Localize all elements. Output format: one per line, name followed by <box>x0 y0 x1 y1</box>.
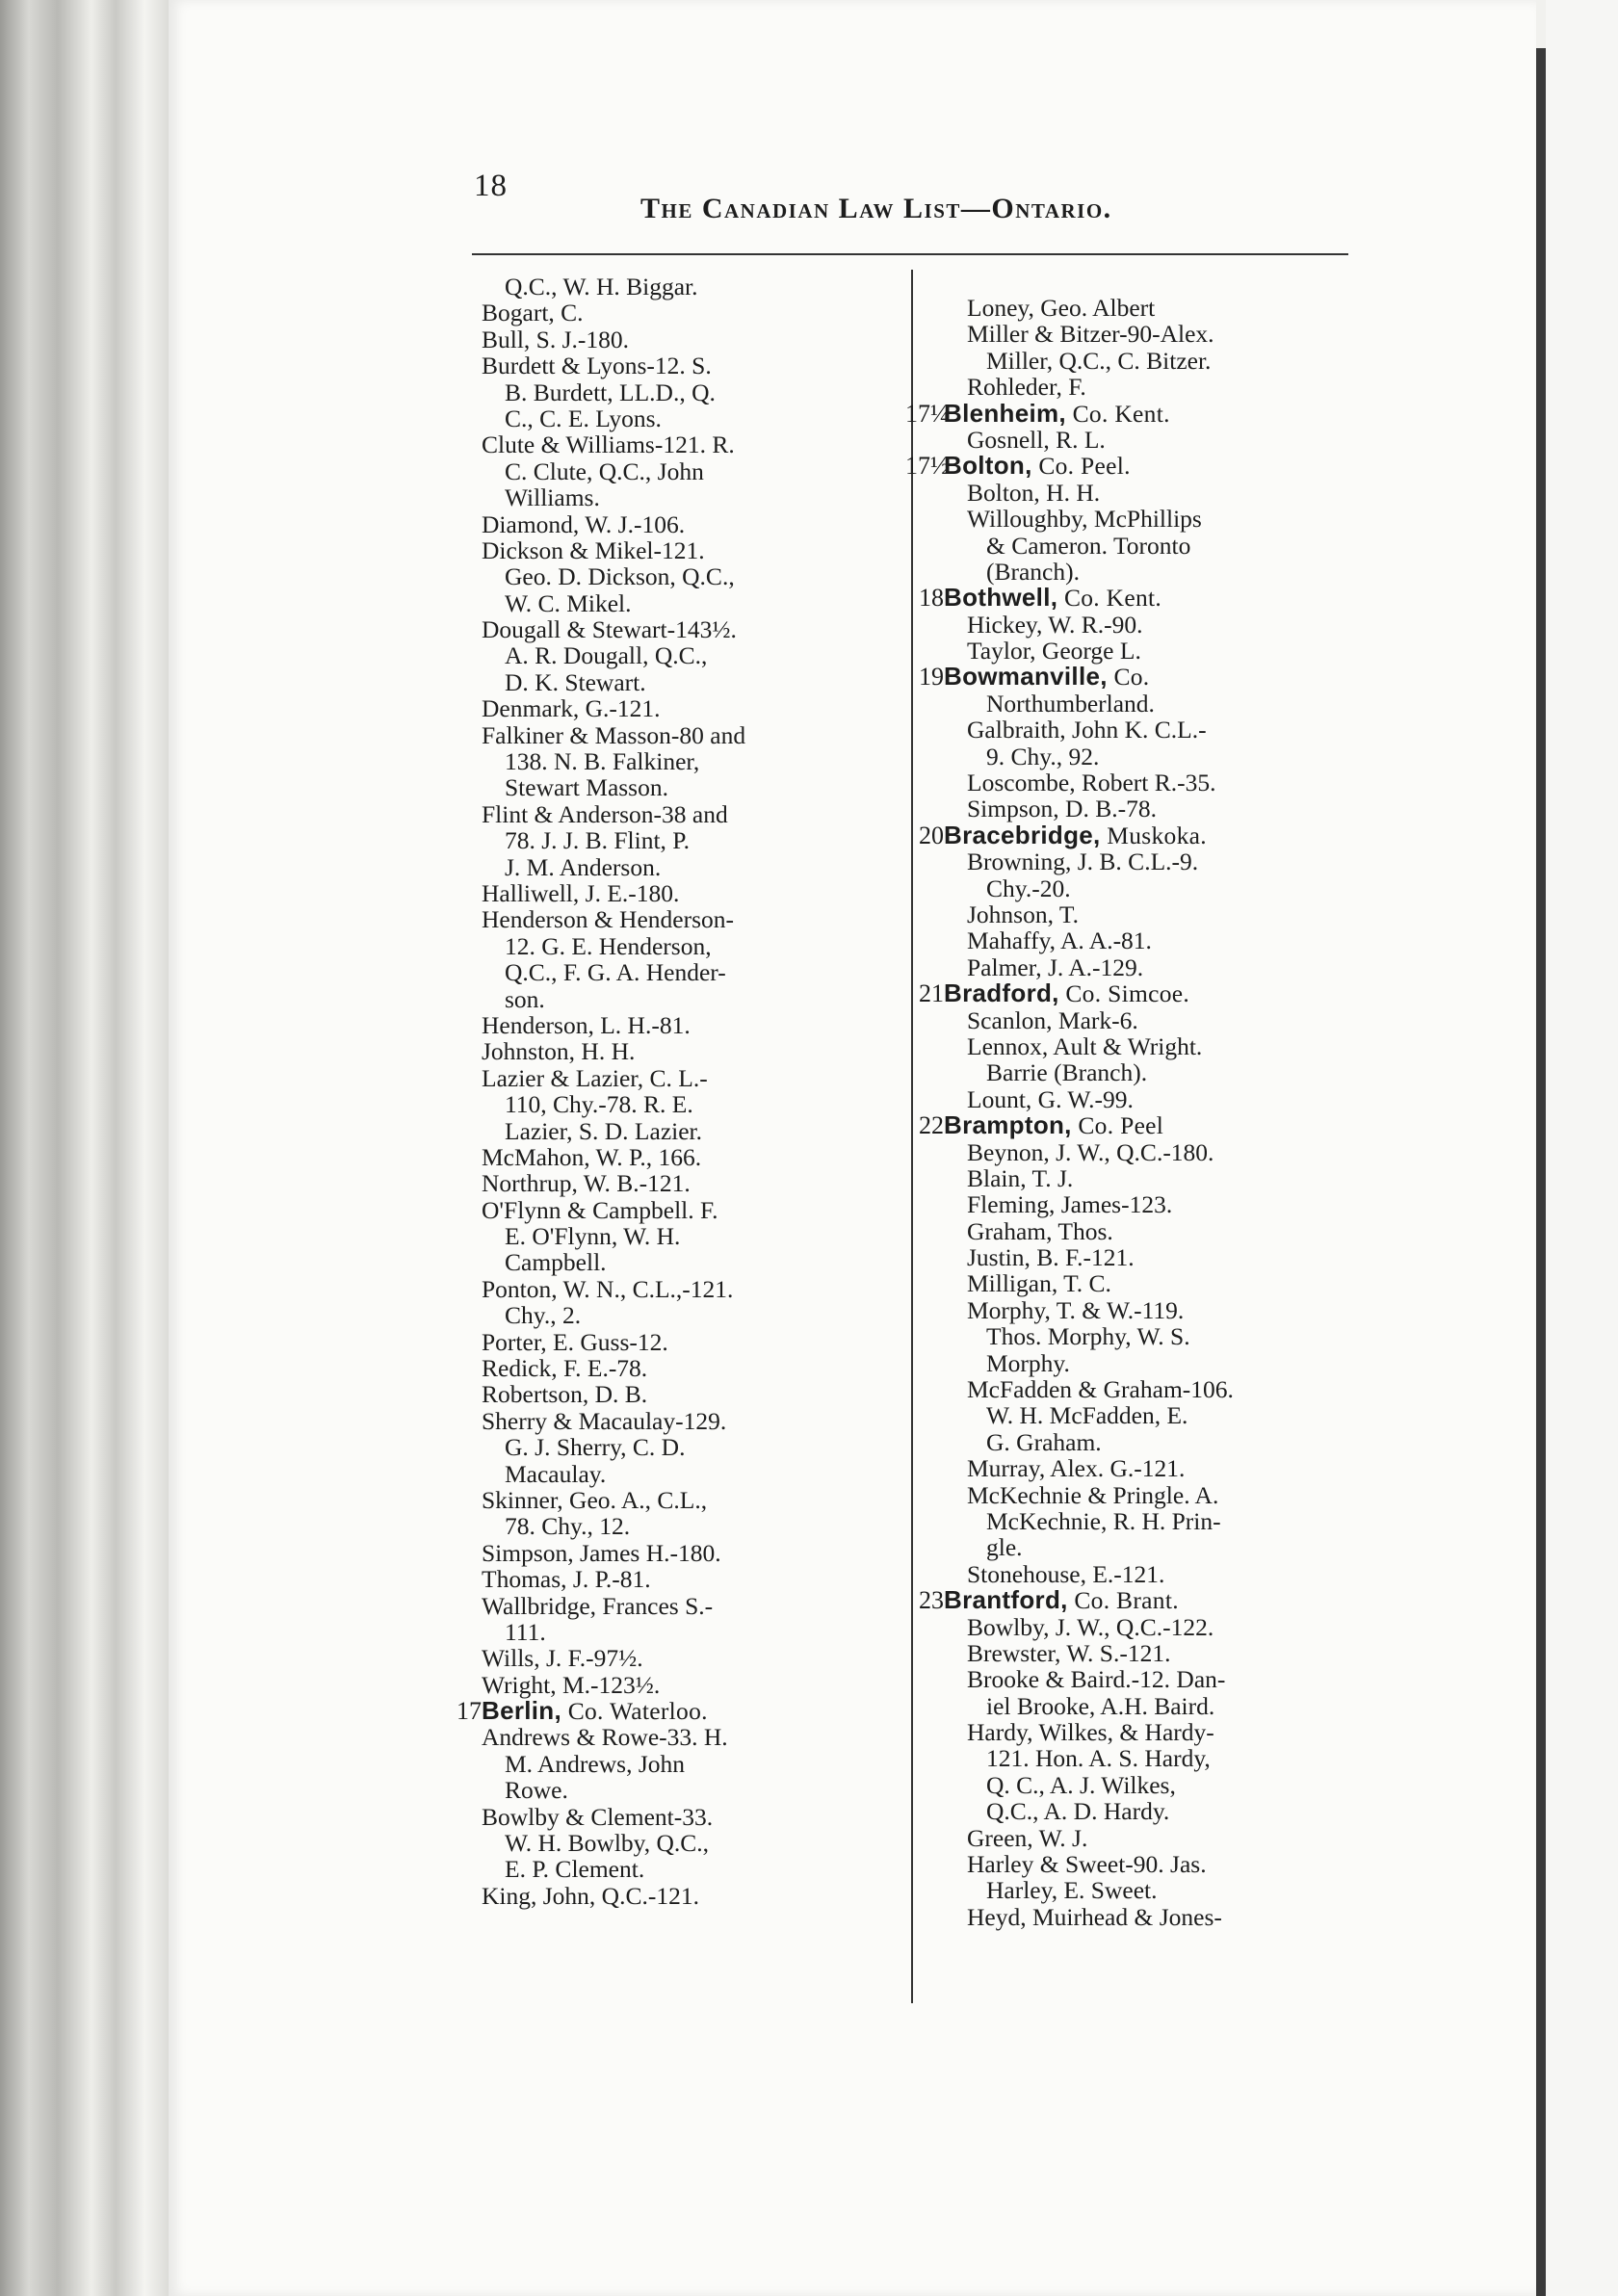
entry-text: Blain, T. J. <box>967 1163 1074 1192</box>
directory-entry <box>482 379 886 405</box>
entry-text: Burdett & Lyons-12. S. <box>482 352 712 380</box>
entry-text: McMahon, W. P., 166. <box>482 1142 702 1171</box>
directory-entry <box>944 1191 1348 1217</box>
entry-text: 138. N. B. Falkiner, <box>505 747 700 776</box>
entry-text: Palmer, J. A.-129. <box>967 952 1144 981</box>
entry-text: & Cameron. Toronto <box>986 531 1191 560</box>
entry-text: Bowlby, J. W., Q.C.-122. <box>967 1612 1214 1641</box>
directory-entry <box>482 537 886 563</box>
directory-entry <box>944 717 1348 743</box>
entry-text: Q.C., F. G. A. Hender- <box>505 958 726 987</box>
directory-entry <box>944 1323 1348 1349</box>
town-number: 17 <box>457 1697 482 1726</box>
entry-text: Lazier & Lazier, C. L.- <box>482 1063 708 1092</box>
entry-text: Thomas, J. P.-81. <box>482 1565 651 1594</box>
directory-entry <box>482 801 886 827</box>
county-name: Co. Simcoe. <box>1058 979 1190 1008</box>
directory-entry <box>944 1165 1348 1191</box>
directory-entry <box>944 1455 1348 1481</box>
page-number: 18 <box>474 169 508 203</box>
directory-entry <box>482 405 886 431</box>
book-binding-shadow <box>0 0 169 2296</box>
directory-entry <box>482 1540 886 1566</box>
entry-text: Dougall & Stewart-143½. <box>482 615 737 644</box>
entry-text: Loney, Geo. Albert <box>967 294 1156 322</box>
town-number: 21 <box>919 979 944 1008</box>
entry-text: Taylor, George L. <box>967 637 1141 665</box>
directory-entry <box>482 1751 886 1777</box>
directory-entry <box>482 431 886 457</box>
left-column <box>457 273 886 1910</box>
entry-text: Justin, B. F.-121. <box>967 1243 1135 1272</box>
entry-text: Campbell. <box>505 1248 607 1277</box>
directory-entry <box>944 1350 1348 1376</box>
entry-text: Murray, Alex. G.-121. <box>967 1454 1186 1483</box>
entry-text: Bolton, H. H. <box>967 478 1101 507</box>
entry-text: Chy., 2. <box>505 1301 582 1330</box>
town-heading <box>919 1585 1348 1615</box>
entry-text: Halliwell, J. E.-180. <box>482 878 680 907</box>
entry-text: G. J. Sherry, C. D. <box>505 1433 686 1462</box>
directory-entry <box>482 484 886 510</box>
entry-text: iel Brooke, A.H. Baird. <box>986 1691 1215 1720</box>
entry-text: W. H. Bowlby, Q.C., <box>505 1829 710 1858</box>
directory-entry <box>482 1461 886 1487</box>
entry-text: Browning, J. B. C.L.-9. <box>967 848 1199 876</box>
directory-entry <box>944 1693 1348 1719</box>
directory-entry <box>482 563 886 589</box>
directory-entry <box>944 1033 1348 1059</box>
directory-entry <box>482 590 886 616</box>
entry-text: 9. Chy., 92. <box>986 742 1100 770</box>
directory-entry <box>944 1297 1348 1323</box>
county-name: Co. Brant. <box>1067 1586 1179 1615</box>
entry-text: Wills, J. F.-97½. <box>482 1644 643 1673</box>
entry-text: Willoughby, McPhillips <box>967 505 1202 534</box>
directory-entry <box>482 695 886 721</box>
directory-entry <box>482 1012 886 1038</box>
directory-entry <box>944 1482 1348 1508</box>
entry-text: Bull, S. J.-180. <box>482 325 630 353</box>
county-name: Muskoka. <box>1100 821 1207 849</box>
directory-entry <box>944 1218 1348 1244</box>
directory-entry <box>482 1856 886 1882</box>
entry-text: Henderson & Henderson- <box>482 905 735 934</box>
entry-text: C. Clute, Q.C., John <box>505 457 704 485</box>
town-number: 17½ <box>905 452 950 481</box>
directory-entry <box>482 1672 886 1698</box>
county-name: Co. Peel <box>1071 1111 1164 1140</box>
directory-entry <box>482 300 886 326</box>
directory-entry <box>482 274 886 300</box>
town-label <box>944 398 1170 428</box>
directory-entry <box>482 1724 886 1750</box>
running-header-title: The Canadian Law List—Ontario. <box>640 193 1112 224</box>
directory-entry <box>944 848 1348 874</box>
right-column <box>905 294 1348 1931</box>
directory-entry <box>482 326 886 352</box>
entry-text: G. Graham. <box>986 1427 1102 1456</box>
directory-entry <box>482 1223 886 1249</box>
entry-text: Morphy, T. & W.-119. <box>967 1295 1185 1324</box>
entry-text: Johnson, T. <box>967 900 1079 928</box>
directory-entry <box>944 1798 1348 1824</box>
directory-entry <box>482 959 886 985</box>
directory-entry <box>482 880 886 906</box>
entry-text: Macaulay. <box>505 1459 607 1488</box>
header-rule <box>472 253 1348 255</box>
town-label <box>944 453 1131 479</box>
directory-entry <box>482 1566 886 1592</box>
directory-entry <box>482 774 886 800</box>
directory-entry <box>944 1244 1348 1270</box>
entry-text: Simpson, James H.-180. <box>482 1538 721 1567</box>
entry-text: Scanlon, Mark-6. <box>967 1005 1138 1034</box>
directory-entry <box>482 1883 886 1909</box>
county-name: Co. Kent. <box>1057 584 1162 613</box>
entry-text: E. P. Clement. <box>505 1855 645 1884</box>
directory-entry <box>944 480 1348 506</box>
directory-entry <box>482 511 886 537</box>
town-heading <box>919 820 1348 849</box>
directory-entry <box>944 348 1348 374</box>
directory-entry <box>482 722 886 748</box>
entry-text: Henderson, L. H.-81. <box>482 1010 691 1039</box>
entry-text: D. K. Stewart. <box>505 667 646 696</box>
entry-text: Q.C., A. D. Hardy. <box>986 1797 1170 1826</box>
entry-text: Lount, G. W.-99. <box>967 1084 1134 1113</box>
town-number: 17¼ <box>905 399 950 428</box>
directory-entry <box>482 748 886 774</box>
town-name: Bradford, <box>944 978 1059 1008</box>
directory-entry <box>944 1007 1348 1033</box>
directory-entry <box>944 901 1348 927</box>
entry-text: Miller & Bitzer-90-Alex. <box>967 320 1214 349</box>
directory-entry <box>944 1825 1348 1851</box>
directory-entry <box>944 1086 1348 1112</box>
entry-text: Stonehouse, E.-121. <box>967 1559 1165 1588</box>
entry-text: Geo. D. Dickson, Q.C., <box>505 562 735 591</box>
entry-text: O'Flynn & Campbell. F. <box>482 1195 718 1224</box>
entry-text: McKechnie, R. H. Prin- <box>986 1506 1221 1535</box>
entry-text: Bowlby & Clement-33. <box>482 1802 714 1831</box>
entry-text: Flint & Anderson-38 and <box>482 799 728 828</box>
directory-entry <box>482 1144 886 1170</box>
directory-entry <box>944 612 1348 638</box>
directory-entry <box>944 1376 1348 1402</box>
directory-entry <box>482 1276 886 1302</box>
entry-text: Galbraith, John K. C.L.- <box>967 716 1207 744</box>
town-name: Bolton, <box>944 451 1032 481</box>
entry-text: Harley & Sweet-90. Jas. <box>967 1850 1207 1879</box>
entry-text: King, John, Q.C.-121. <box>482 1881 699 1910</box>
directory-entry <box>944 1402 1348 1428</box>
entry-text: Porter, E. Guss-12. <box>482 1327 668 1356</box>
town-number: 23 <box>919 1586 944 1615</box>
entry-text: 110, Chy.-78. R. E. <box>505 1090 693 1119</box>
entry-text: Lazier, S. D. Lazier. <box>505 1116 703 1145</box>
directory-entry <box>944 533 1348 559</box>
directory-entry <box>482 906 886 932</box>
entry-text: J. M. Anderson. <box>505 852 662 881</box>
directory-entry <box>944 506 1348 532</box>
directory-entry <box>482 1197 886 1223</box>
entry-text: Redick, F. E.-78. <box>482 1354 648 1383</box>
directory-entry <box>944 875 1348 901</box>
directory-entry <box>482 986 886 1012</box>
entry-text: Miller, Q.C., C. Bitzer. <box>986 346 1212 375</box>
town-label <box>944 822 1207 848</box>
entry-text: son. <box>505 984 545 1013</box>
entry-text: Johnston, H. H. <box>482 1037 636 1066</box>
entry-text: Rowe. <box>505 1776 568 1805</box>
entry-text: Northumberland. <box>986 689 1155 718</box>
entry-text: Wright, M.-123½. <box>482 1670 661 1699</box>
entry-text: Andrews & Rowe-33. H. <box>482 1723 728 1752</box>
outer-margin <box>1546 0 1618 2296</box>
entry-text: M. Andrews, John <box>505 1749 686 1778</box>
entry-text: Diamond, W. J.-106. <box>482 509 686 538</box>
town-heading <box>919 1110 1348 1140</box>
directory-entry <box>482 854 886 880</box>
directory-entry <box>482 1302 886 1328</box>
directory-entry <box>944 1429 1348 1455</box>
entry-text: C., C. E. Lyons. <box>505 404 662 432</box>
entry-text: Morphy. <box>986 1348 1070 1377</box>
entry-text: W. C. Mikel. <box>505 588 632 617</box>
entry-text: 78. Chy., 12. <box>505 1512 631 1541</box>
entry-text: Q. C., A. J. Wilkes, <box>986 1770 1176 1799</box>
town-heading <box>919 662 1348 691</box>
directory-entry <box>482 1619 886 1645</box>
directory-entry <box>944 374 1348 400</box>
entry-text: Sherry & Macaulay-129. <box>482 1406 727 1435</box>
directory-entry <box>944 1508 1348 1534</box>
town-label <box>482 1698 708 1724</box>
town-number: 18 <box>919 584 944 613</box>
directory-entry <box>482 1170 886 1196</box>
town-number: 20 <box>919 821 944 849</box>
entry-text: Barrie (Branch). <box>986 1058 1148 1087</box>
entry-text: B. Burdett, LL.D., Q. <box>505 378 716 406</box>
entry-text: Mahaffy, A. A.-81. <box>967 926 1152 955</box>
entry-text: Heyd, Muirhead & Jones- <box>967 1902 1222 1931</box>
directory-entry <box>944 1745 1348 1771</box>
page-edge-shadow <box>1536 48 1546 2296</box>
entry-text: Hickey, W. R.-90. <box>967 610 1143 639</box>
directory-entry <box>944 954 1348 980</box>
directory-entry <box>482 1091 886 1117</box>
entry-text: Chy.-20. <box>986 874 1071 902</box>
entry-text: Bogart, C. <box>482 299 584 327</box>
entry-text: A. R. Dougall, Q.C., <box>505 641 708 670</box>
directory-entry <box>482 1408 886 1434</box>
entry-text: gle. <box>986 1533 1023 1562</box>
directory-entry <box>944 1719 1348 1745</box>
entry-text: Simpson, D. B.-78. <box>967 795 1157 823</box>
town-name: Brantford, <box>944 1585 1068 1615</box>
directory-entry <box>482 1830 886 1856</box>
directory-entry <box>482 352 886 378</box>
town-label <box>944 980 1189 1006</box>
directory-entry <box>944 1772 1348 1798</box>
entry-text: Falkiner & Masson-80 and <box>482 720 746 749</box>
directory-entry <box>944 1561 1348 1587</box>
entry-text: Brooke & Baird.-12. Dan- <box>967 1665 1226 1694</box>
directory-entry <box>482 1645 886 1671</box>
directory-entry <box>944 1614 1348 1640</box>
entry-text: Wallbridge, Frances S.- <box>482 1591 714 1620</box>
town-label <box>944 585 1161 611</box>
town-name: Bracebridge, <box>944 820 1101 849</box>
directory-entry <box>944 638 1348 664</box>
entry-text: Stewart Masson. <box>505 773 668 802</box>
entry-text: 12. G. E. Henderson, <box>505 931 712 960</box>
directory-entry <box>482 1381 886 1407</box>
town-name: Bowmanville, <box>944 662 1108 691</box>
town-heading <box>905 398 1348 428</box>
directory-entry <box>944 691 1348 717</box>
directory-entry <box>482 1593 886 1619</box>
entry-text: 111. <box>505 1617 546 1646</box>
directory-entry <box>944 796 1348 822</box>
town-number: 19 <box>919 663 944 691</box>
entry-text: Thos. Morphy, W. S. <box>986 1322 1190 1351</box>
town-label <box>944 1112 1163 1138</box>
directory-entry <box>482 1038 886 1064</box>
directory-entry <box>944 1534 1348 1560</box>
directory-entry <box>944 1851 1348 1877</box>
directory-entry <box>482 669 886 695</box>
town-number: 22 <box>919 1111 944 1140</box>
entry-text: Denmark, G.-121. <box>482 694 661 723</box>
entry-text: Brewster, W. S.-121. <box>967 1638 1171 1667</box>
county-name: Co. Waterloo. <box>561 1697 708 1726</box>
town-name: Bothwell, <box>944 583 1058 613</box>
directory-entry <box>482 933 886 959</box>
entry-text: Dickson & Mikel-121. <box>482 535 705 564</box>
town-heading <box>457 1696 886 1726</box>
entry-text: 78. J. J. B. Flint, P. <box>505 826 691 855</box>
county-name: Co. Kent. <box>1065 399 1170 428</box>
entry-text: Northrup, W. B.-121. <box>482 1169 691 1198</box>
directory-entry <box>944 1904 1348 1930</box>
entry-text: Q.C., W. H. Biggar. <box>505 273 698 300</box>
directory-entry <box>944 1270 1348 1296</box>
entry-text: Gosnell, R. L. <box>967 425 1106 454</box>
directory-entry <box>944 1877 1348 1903</box>
town-heading <box>905 451 1348 481</box>
directory-entry <box>482 1329 886 1355</box>
directory-entry <box>944 1640 1348 1666</box>
entry-text: 121. Hon. A. S. Hardy, <box>986 1744 1211 1773</box>
directory-entry <box>482 1434 886 1460</box>
directory-entry <box>944 295 1348 321</box>
directory-entry <box>944 427 1348 453</box>
entry-text: Green, W. J. <box>967 1823 1088 1852</box>
directory-entry <box>482 642 886 668</box>
directory-entry <box>482 1804 886 1830</box>
county-name: Co. Peel. <box>1031 452 1131 481</box>
directory-entry <box>944 321 1348 347</box>
town-name: Blenheim, <box>944 398 1066 428</box>
entry-text: Graham, Thos. <box>967 1216 1113 1245</box>
entry-text: Beynon, J. W., Q.C.-180. <box>967 1137 1214 1166</box>
entry-text: E. O'Flynn, W. H. <box>505 1222 681 1251</box>
town-name: Brampton, <box>944 1110 1072 1140</box>
directory-entry <box>482 1249 886 1275</box>
directory-entry <box>482 458 886 484</box>
entry-text: (Branch). <box>986 557 1080 586</box>
town-label <box>944 664 1149 690</box>
directory-entry <box>944 1059 1348 1085</box>
directory-entry <box>482 1355 886 1381</box>
entry-text: Loscombe, Robert R.-35. <box>967 769 1216 797</box>
directory-entry <box>482 1065 886 1091</box>
directory-entry <box>482 1513 886 1539</box>
town-heading <box>919 978 1348 1008</box>
entry-text: McFadden & Graham-106. <box>967 1375 1234 1404</box>
directory-entry <box>944 770 1348 796</box>
directory-entry <box>482 1487 886 1513</box>
entry-text: Robertson, D. B. <box>482 1380 648 1409</box>
entry-text: Fleming, James-123. <box>967 1190 1173 1219</box>
directory-entry <box>482 827 886 853</box>
entry-text: Clute & Williams-121. R. <box>482 430 735 459</box>
directory-entry <box>482 1118 886 1144</box>
directory-entry <box>482 1777 886 1803</box>
directory-entry <box>944 559 1348 585</box>
directory-entry <box>944 1139 1348 1165</box>
entry-text: W. H. McFadden, E. <box>986 1401 1188 1430</box>
entry-text: Hardy, Wilkes, & Hardy- <box>967 1718 1214 1747</box>
directory-entry <box>482 616 886 642</box>
directory-entry <box>944 744 1348 770</box>
entry-text: Rohleder, F. <box>967 373 1086 402</box>
directory-entry <box>944 1666 1348 1692</box>
town-label <box>944 1587 1179 1613</box>
town-name: Berlin, <box>482 1696 562 1726</box>
entry-text: Milligan, T. C. <box>967 1269 1111 1298</box>
entry-text: Harley, E. Sweet. <box>986 1876 1158 1905</box>
entry-text: Skinner, Geo. A., C.L., <box>482 1485 708 1514</box>
entry-text: McKechnie & Pringle. A. <box>967 1480 1219 1509</box>
county-name: Co. <box>1107 663 1150 691</box>
directory-entry <box>944 927 1348 953</box>
town-heading <box>919 583 1348 613</box>
entry-text: Lennox, Ault & Wright. <box>967 1031 1203 1060</box>
entry-text: Williams. <box>505 483 600 512</box>
entry-text: Ponton, W. N., C.L.,-121. <box>482 1274 734 1303</box>
